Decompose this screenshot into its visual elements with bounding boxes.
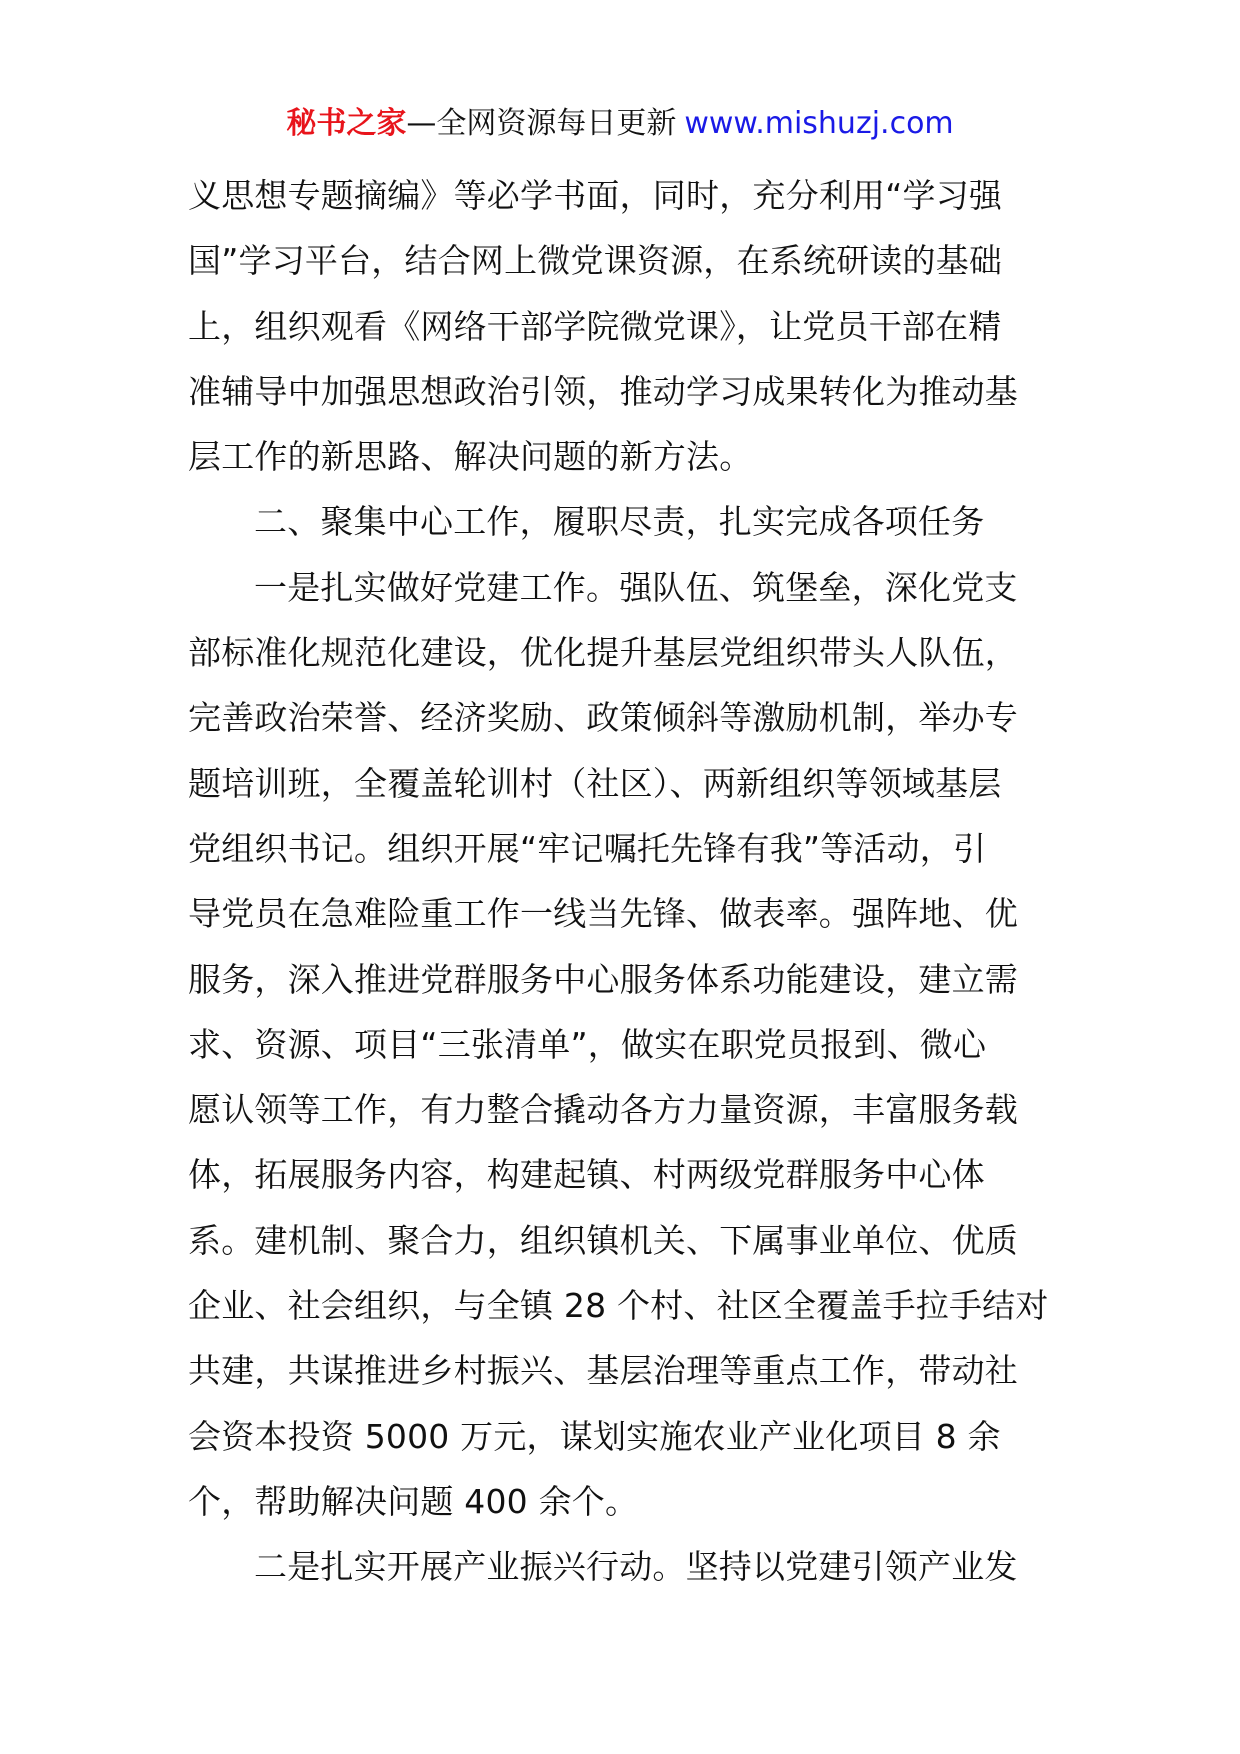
text-line: 愿认领等工作，有力整合撬动各方力量资源，丰富服务载 [188,1090,1018,1130]
text-line: 共建，共谋推进乡村振兴、基层治理等重点工作，带动社 [188,1351,1018,1391]
text-line: 完善政治荣誉、经济奖励、政策倾斜等激励机制，举办专 [188,698,1018,738]
paragraph-first-line: 一是扎实做好党建工作。强队伍、筑堡垒，深化党支 [254,567,1018,607]
text-line: 企业、社会组织，与全镇 28 个村、社区全覆盖手拉手结对 [188,1286,1049,1326]
text-line: 个，帮助解决问题 400 余个。 [188,1481,639,1521]
header-site-link[interactable]: www.mishuzj.com [684,106,954,141]
header-brand: 秘书之家 [286,106,407,141]
text-line: 义思想专题摘编》等必学书面，同时，充分利用“学习强 [188,176,1003,215]
header-slogan: —全网资源每日更新 [406,106,677,141]
text-line: 系。建机制、聚合力，组织镇机关、下属事业单位、优质 [188,1220,1018,1260]
document-body [188,163,1068,1600]
text-line: 服务，深入推进党群服务中心服务体系功能建设，建立需 [188,959,1018,999]
text-line: 国”学习平台，结合网上微党课资源，在系统研读的基础 [188,241,1003,281]
text-line: 部标准化规范化建设，优化提升基层党组织带头人队伍， [188,633,1018,673]
text-line: 导党员在急难险重工作一线当先锋、做表率。强阵地、优 [188,894,1018,934]
text-line: 准辅导中加强思想政治引领，推动学习成果转化为推动基 [188,371,1018,411]
text-line: 体，拓展服务内容，构建起镇、村两级党群服务中心体 [188,1155,985,1195]
text-line: 会资本投资 5000 万元，谋划实施农业产业化项目 8 余 [188,1416,1001,1456]
text-line: 题培训班，全覆盖轮训村（社区）、两新组织等领域基层 [188,763,1002,803]
text-line: 层工作的新思路、解决问题的新方法。 [188,437,753,477]
page-header [0,104,1240,144]
text-line: 求、资源、项目“三张清单”，做实在职党员报到、微心 [188,1024,987,1064]
paragraph-first-line: 二是扎实开展产业振兴行动。坚持以党建引领产业发 [254,1547,1018,1587]
section-heading: 二、聚集中心工作，履职尽责，扎实完成各项任务 [254,502,985,542]
text-line: 党组织书记。组织开展“牢记嘱托先锋有我”等活动，引 [188,828,987,868]
text-line: 上，组织观看《网络干部学院微党课》，让党员干部在精 [188,306,1002,346]
